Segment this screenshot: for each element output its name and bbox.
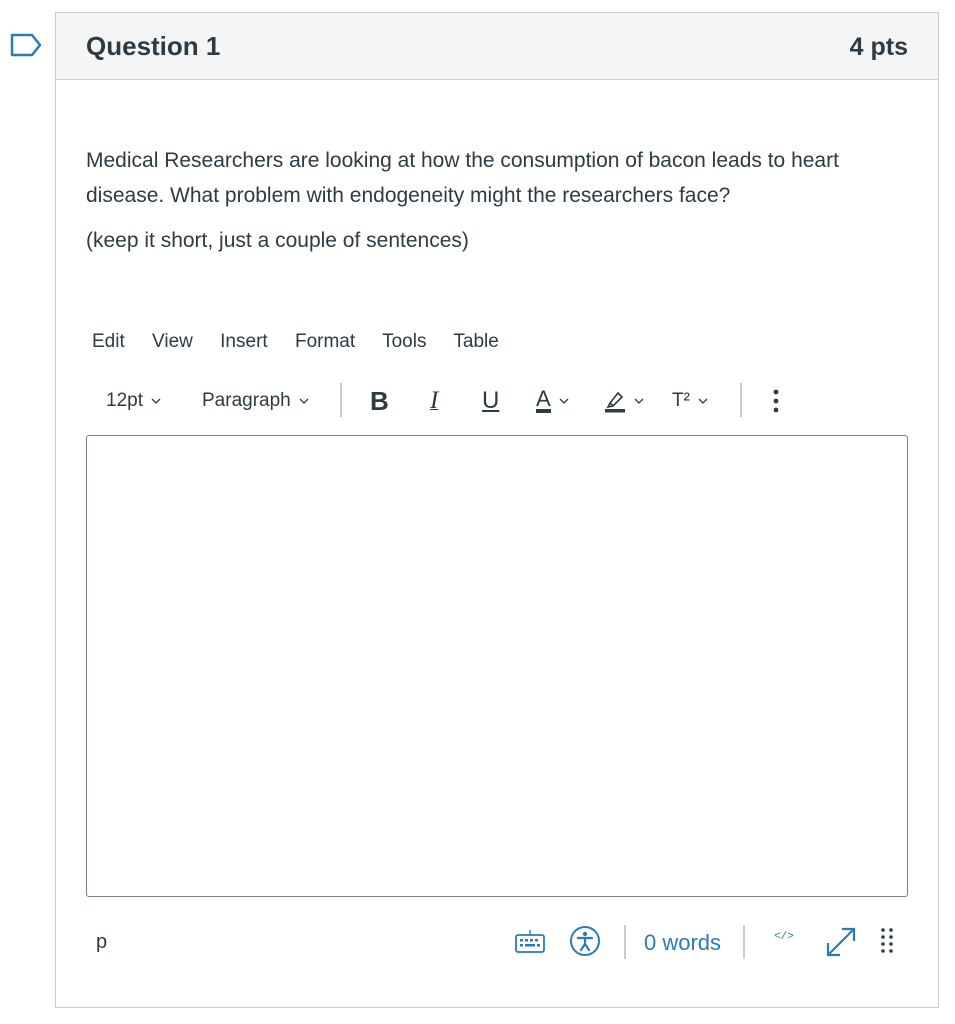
- editor-toolbar: [92, 381, 852, 421]
- italic-button[interactable]: I: [430, 387, 439, 414]
- fullscreen-icon[interactable]: [824, 925, 858, 959]
- question-header: [56, 13, 938, 80]
- toolbar-divider: [740, 383, 742, 417]
- html-editor-toggle[interactable]: </>: [774, 931, 794, 943]
- superscript-button[interactable]: [672, 381, 708, 421]
- highlight-icon: [604, 389, 626, 413]
- statusbar-divider: [743, 925, 745, 959]
- accessibility-icon[interactable]: [569, 925, 601, 957]
- question-hint: (keep it short, just a couple of sentences): [86, 229, 469, 252]
- block-format-select[interactable]: [202, 381, 309, 421]
- statusbar-divider: [624, 925, 626, 959]
- underline-button[interactable]: U: [482, 387, 500, 414]
- flag-question-icon[interactable]: [10, 33, 42, 57]
- chevron-down-icon: [151, 396, 161, 406]
- editor-statusbar: [86, 921, 908, 965]
- question-points: 4 pts: [849, 33, 908, 61]
- menu-table[interactable]: Table: [453, 331, 499, 352]
- superscript-icon: T²: [672, 390, 690, 411]
- more-button[interactable]: [772, 381, 780, 421]
- block-format-value: Paragraph: [202, 390, 291, 411]
- menu-insert[interactable]: Insert: [220, 331, 268, 352]
- text-color-button[interactable]: [536, 381, 569, 421]
- editor-menubar: [92, 331, 521, 361]
- chevron-down-icon: [634, 396, 644, 406]
- rich-text-editor-area[interactable]: [86, 435, 908, 897]
- menu-format[interactable]: Format: [294, 331, 356, 352]
- chevron-down-icon: [299, 396, 309, 406]
- question-card: [55, 12, 939, 1008]
- bold-button[interactable]: B: [370, 385, 389, 416]
- menu-edit[interactable]: Edit: [92, 331, 125, 352]
- word-count[interactable]: 0 words: [644, 930, 722, 955]
- question-title: Question 1: [86, 31, 221, 61]
- question-text: Medical Researchers are looking at how the consumption of bacon leads to heart disease. What problem with endogeneity might the researchers face?: [86, 149, 839, 207]
- chevron-down-icon: [559, 396, 569, 406]
- chevron-down-icon: [698, 396, 708, 406]
- drag-handle-icon[interactable]: [880, 927, 894, 955]
- element-path[interactable]: p: [96, 931, 108, 953]
- menu-view[interactable]: View: [152, 331, 193, 352]
- menu-tools[interactable]: Tools: [382, 331, 427, 352]
- keyboard-icon[interactable]: [514, 929, 546, 955]
- font-size-select[interactable]: [106, 381, 161, 421]
- highlight-color-button[interactable]: [604, 381, 644, 421]
- text-color-icon: A: [536, 386, 551, 411]
- font-size-value: 12pt: [106, 390, 143, 411]
- toolbar-divider: [340, 383, 342, 417]
- more-icon: [772, 388, 780, 414]
